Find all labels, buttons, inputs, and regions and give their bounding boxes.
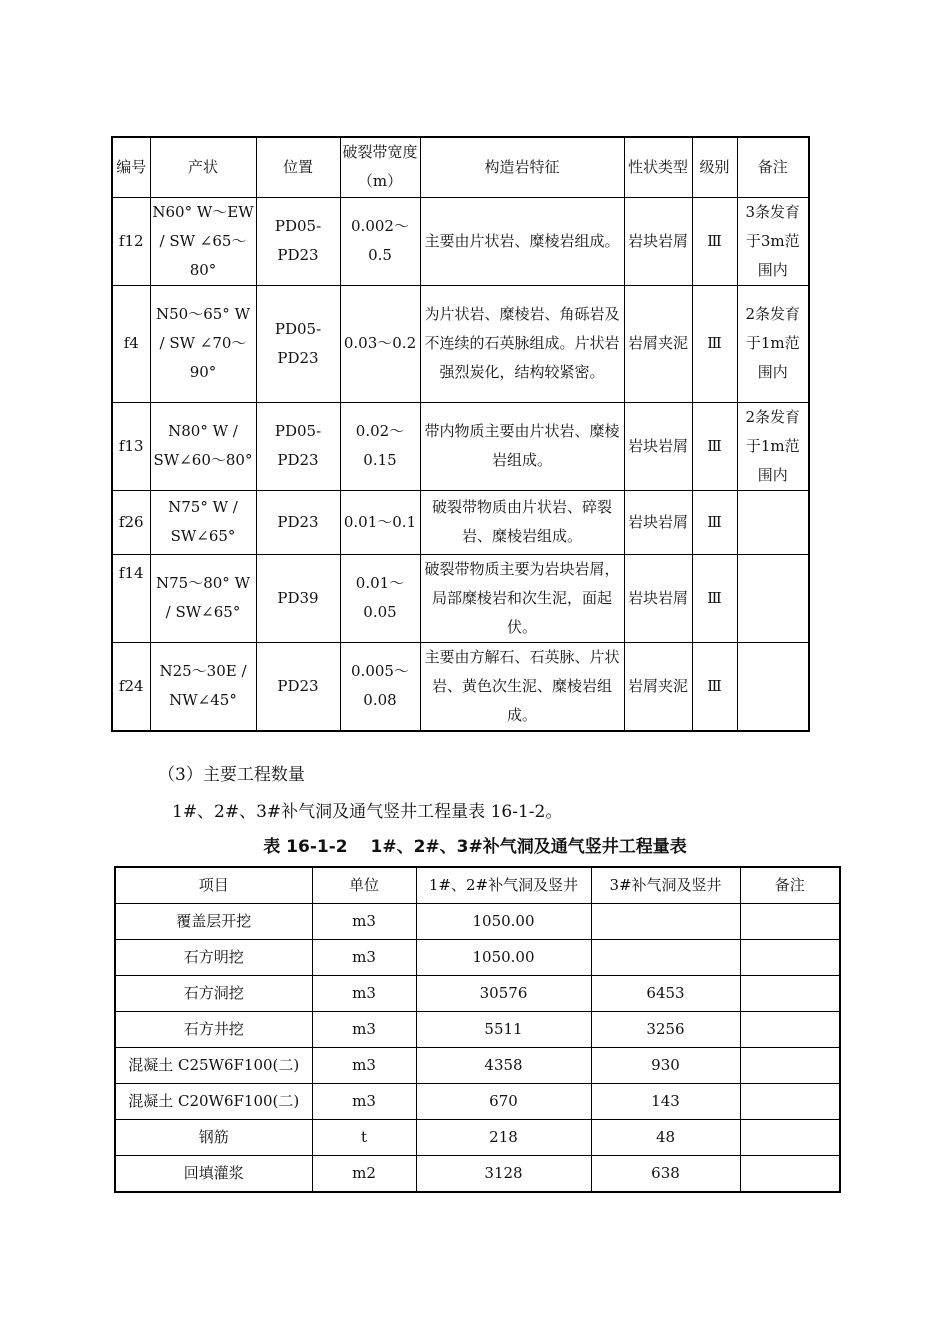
item-cell: 回填灌浆	[115, 1156, 312, 1193]
table-row	[112, 642, 809, 731]
table-row	[115, 1156, 840, 1193]
fault-id: f4	[112, 285, 150, 402]
location-cell: PD23	[256, 490, 340, 554]
type-cell: 岩块岩屑	[624, 402, 692, 490]
header-cell: 编号	[112, 137, 150, 197]
header-cell: 项目	[115, 867, 312, 904]
table-row	[112, 554, 809, 642]
item-cell: 石方井挖	[115, 1012, 312, 1048]
value-cell: 218	[416, 1120, 591, 1156]
note-cell	[740, 940, 840, 976]
item-cell: 石方洞挖	[115, 976, 312, 1012]
table-caption: 表 16-1-2 1#、2#、3#补气洞及通气竖井工程量表	[263, 837, 687, 857]
value-cell: 4358	[416, 1048, 591, 1084]
width-cell: 0.03～0.2	[340, 285, 420, 402]
fault-id: f12	[112, 197, 150, 285]
unit-cell: t	[312, 1120, 416, 1156]
item-cell: 石方明挖	[115, 940, 312, 976]
attitude-cell: N80° W / SW∠60～80°	[150, 402, 256, 490]
note-cell	[737, 490, 809, 554]
location-cell: PD39	[256, 554, 340, 642]
note-cell	[740, 1156, 840, 1193]
width-cell: 0.02～0.15	[340, 402, 420, 490]
header-cell: 构造岩特征	[420, 137, 624, 197]
unit-cell: m3	[312, 1048, 416, 1084]
value-cell: 143	[591, 1084, 740, 1120]
attitude-cell: N50～65° W / SW ∠70～90°	[150, 285, 256, 402]
width-cell: 0.01～0.1	[340, 490, 420, 554]
unit-cell: m3	[312, 976, 416, 1012]
item-cell: 覆盖层开挖	[115, 904, 312, 940]
grade-cell: Ⅲ	[692, 197, 737, 285]
fault-table	[111, 136, 810, 732]
features-cell: 破裂带物质主要为岩块岩屑，局部糜棱岩和次生泥，面起伏。	[420, 554, 624, 642]
table-row	[115, 976, 840, 1012]
table-row	[112, 490, 809, 554]
location-cell: PD23	[256, 642, 340, 731]
features-cell: 为片状岩、糜棱岩、角砾岩及不连续的石英脉组成。片状岩强烈炭化，结构较紧密。	[420, 285, 624, 402]
section-heading: （3）主要工程数量	[158, 765, 305, 785]
grade-cell: Ⅲ	[692, 490, 737, 554]
intro-paragraph: 1#、2#、3#补气洞及通气竖井工程量表 16-1-2。	[172, 802, 563, 822]
header-cell: 级别	[692, 137, 737, 197]
value-cell: 48	[591, 1120, 740, 1156]
table-row	[115, 1048, 840, 1084]
note-cell: 2条发育于1m范围内	[737, 285, 809, 402]
table-row	[115, 1012, 840, 1048]
note-cell	[737, 554, 809, 642]
header-cell: 1#、2#补气洞及竖井	[416, 867, 591, 904]
location-cell: PD05-PD23	[256, 402, 340, 490]
note-cell	[740, 1120, 840, 1156]
value-cell: 5511	[416, 1012, 591, 1048]
grade-cell: Ⅲ	[692, 285, 737, 402]
type-cell: 岩屑夹泥	[624, 285, 692, 402]
quantity-table	[114, 866, 841, 1193]
table-row	[112, 285, 809, 402]
fault-id: f13	[112, 402, 150, 490]
value-cell: 30576	[416, 976, 591, 1012]
note-cell: 3条发育于3m范围内	[737, 197, 809, 285]
value-cell: 1050.00	[416, 904, 591, 940]
header-cell: 位置	[256, 137, 340, 197]
type-cell: 岩块岩屑	[624, 490, 692, 554]
item-cell: 混凝土 C25W6F100(二)	[115, 1048, 312, 1084]
note-cell: 2条发育于1m范围内	[737, 402, 809, 490]
width-cell: 0.002～0.5	[340, 197, 420, 285]
note-cell	[737, 642, 809, 731]
header-cell: 性状类型	[624, 137, 692, 197]
features-cell: 带内物质主要由片状岩、糜棱岩组成。	[420, 402, 624, 490]
attitude-cell: N60° W～EW / SW ∠65～80°	[150, 197, 256, 285]
table-row	[112, 402, 809, 490]
value-cell: 3256	[591, 1012, 740, 1048]
note-cell	[740, 1012, 840, 1048]
location-cell: PD05-PD23	[256, 197, 340, 285]
item-cell: 混凝土 C20W6F100(二)	[115, 1084, 312, 1120]
header-cell: 备注	[740, 867, 840, 904]
table-row	[115, 1084, 840, 1120]
header-cell: 破裂带宽度（m）	[340, 137, 420, 197]
grade-cell: Ⅲ	[692, 554, 737, 642]
unit-cell: m3	[312, 904, 416, 940]
attitude-cell: N75° W / SW∠65°	[150, 490, 256, 554]
grade-cell: Ⅲ	[692, 402, 737, 490]
value-cell: 3128	[416, 1156, 591, 1193]
width-cell: 0.005～0.08	[340, 642, 420, 731]
type-cell: 岩块岩屑	[624, 554, 692, 642]
unit-cell: m2	[312, 1156, 416, 1193]
table-row	[112, 197, 809, 285]
features-cell: 破裂带物质由片状岩、碎裂岩、糜棱岩组成。	[420, 490, 624, 554]
type-cell: 岩块岩屑	[624, 197, 692, 285]
value-cell: 6453	[591, 976, 740, 1012]
fault-id: f26	[112, 490, 150, 554]
grade-cell: Ⅲ	[692, 642, 737, 731]
note-cell	[740, 904, 840, 940]
value-cell	[591, 940, 740, 976]
table-header-row	[115, 867, 840, 904]
header-cell: 单位	[312, 867, 416, 904]
width-cell: 0.01～0.05	[340, 554, 420, 642]
fault-id: f14	[112, 554, 150, 642]
attitude-cell: N25～30E / NW∠45°	[150, 642, 256, 731]
note-cell	[740, 976, 840, 1012]
note-cell	[740, 1048, 840, 1084]
unit-cell: m3	[312, 1084, 416, 1120]
table-row	[115, 940, 840, 976]
table-header-row	[112, 137, 809, 197]
table-row	[115, 1120, 840, 1156]
features-cell: 主要由方解石、石英脉、片状岩、黄色次生泥、糜棱岩组成。	[420, 642, 624, 731]
unit-cell: m3	[312, 1012, 416, 1048]
location-cell: PD05-PD23	[256, 285, 340, 402]
unit-cell: m3	[312, 940, 416, 976]
header-cell: 3#补气洞及竖井	[591, 867, 740, 904]
fault-id: f24	[112, 642, 150, 731]
value-cell: 930	[591, 1048, 740, 1084]
value-cell: 1050.00	[416, 940, 591, 976]
header-cell: 产状	[150, 137, 256, 197]
value-cell: 638	[591, 1156, 740, 1193]
attitude-cell: N75～80° W / SW∠65°	[150, 554, 256, 642]
header-cell: 备注	[737, 137, 809, 197]
value-cell: 670	[416, 1084, 591, 1120]
type-cell: 岩屑夹泥	[624, 642, 692, 731]
value-cell	[591, 904, 740, 940]
note-cell	[740, 1084, 840, 1120]
table-row	[115, 904, 840, 940]
item-cell: 钢筋	[115, 1120, 312, 1156]
features-cell: 主要由片状岩、糜棱岩组成。	[420, 197, 624, 285]
